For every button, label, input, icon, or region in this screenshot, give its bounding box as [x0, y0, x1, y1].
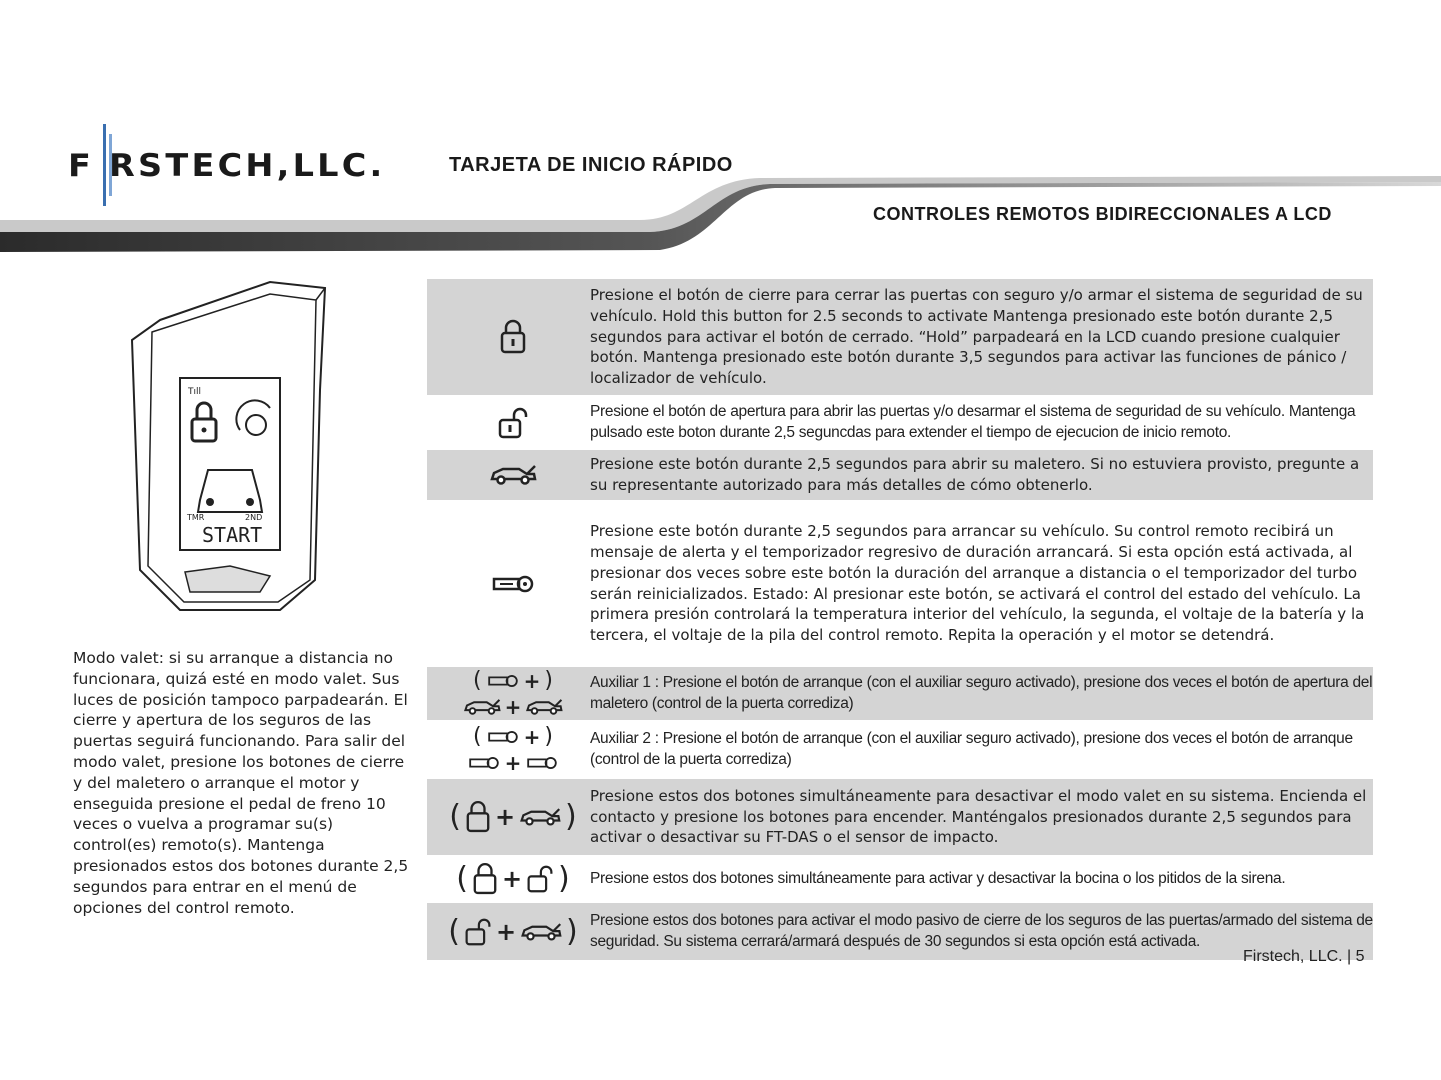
- section-subtitle: CONTROLES REMOTOS BIDIRECCIONALES A LCD: [873, 204, 1332, 224]
- trunk-icon: [519, 807, 561, 827]
- lock-trunk-combo-icon: ( + ): [449, 799, 577, 834]
- lock-unlock-combo-icon: ( + ): [456, 861, 570, 896]
- table-row-start: [427, 503, 1373, 667]
- row-text: Auxiliar 1 : Presione el botón de arranque (con el auxiliar seguro activado), presione dos veces el botón de apertura del maletero (control de la puerta corrediza): [590, 674, 1373, 712]
- table-row-trunk: [427, 450, 1373, 503]
- row-text: Presione este botón durante 2,5 segundos para arrancar su vehículo. Su control remoto recibirá un mensaje de alerta y el temporizador regresivo de duración arrancará. Si esta opción está activada, al presionar dos veces sobre este botón la duración del arranque a distancia o el temporizador del turbo serán reinicializados. Estado: Al presionar este botón, se activará el control del estado del vehículo. La primera presión controlará la temperatura interior del vehículo, la segunda, el voltaje de la batería y la tercera, el voltaje de la pila del control remoto. Repita la operación y el motor se detendrá.: [590, 522, 1365, 645]
- table-row-lock-unlock: [427, 858, 1373, 903]
- start-key-icon: [486, 673, 520, 689]
- page-footer: Firstech, LLC. | 5: [1243, 948, 1365, 965]
- quickstart-title: TARJETA DE INICIO RÁPIDO: [449, 154, 733, 176]
- lock-icon: [465, 800, 491, 834]
- table-row-aux1: ( + ) + Auxiliar 1 : Presione el botón de arranque (con el auxiliar seguro activado), presione dos veces el botón de apertura del maletero (control de la puerta corrediza): [427, 667, 1373, 723]
- row-text: Auxiliar 2 : Presione el botón de arranque (con el auxiliar seguro activado), presione dos veces el botón de arranque (control de la puerta corrediza): [590, 730, 1353, 768]
- unlock-trunk-combo-icon: ( + ): [448, 913, 578, 949]
- trunk-icon: [525, 698, 563, 716]
- row-text: Presione el botón de apertura para abrir las puertas y/o desarmar el sistema de seguridad de su vehículo. Mantenga pulsado este boton durante 2,5 seguncdas para extender el tiempo de ejecucion de inicio remoto.: [590, 403, 1356, 441]
- row-text: Presione estos dos botones simultáneamente para desactivar el modo valet en su sistema. Encienda el contacto y presione los botones para encender. Manténgalos presionados durante 2,5 segundos para activar o desactivar su FT-DAS o el sensor de impacto.: [590, 786, 1367, 847]
- lock-icon: [499, 319, 527, 355]
- lcd-start-text: START: [202, 523, 263, 547]
- row-text: Presione estos dos botones simultáneamente para activar y desactivar la bocina o los pitidos de la sirena.: [590, 869, 1286, 887]
- start-key-icon: [525, 755, 559, 771]
- table-row-unlock-trunk: [427, 903, 1373, 963]
- company-logo: F RSTECH,LLC.: [68, 148, 386, 184]
- remote-control-illustration: [120, 280, 345, 625]
- row-text: Presione estos dos botones para activar el modo pasivo de cierre de los seguros de las puertas/armado del sistema de seguridad. Su sistema cerrará/armará después de 30 segundos si esta opción está activada.: [590, 912, 1373, 950]
- unlock-icon: [526, 864, 554, 894]
- aux1-combo-icon: ( + ): [473, 667, 553, 693]
- table-row-aux2: ( + ) + Auxiliar 2 : Presione el botón de arranque (con el auxiliar seguro activado), presione dos veces el botón de arranque (control de la puerta corrediza): [427, 723, 1373, 779]
- row-text: Presione el botón de cierre para cerrar las puertas con seguro y/o armar el sistema de seguridad de su vehículo. Hold this button for 2.5 seconds to activate Mantenga presionado este botón durante 2,5 segundos para activar el botón de cerrado. “Hold” parpadeará en la LCD cuando presione cualquier botón. Mantenga presionado este botón durante 3,5 segundos para activar las funciones de pánico / localizador de vehículo.: [590, 286, 1363, 388]
- unlock-icon: [497, 407, 529, 439]
- start-key-icon: [467, 755, 501, 771]
- start-key-icon: [491, 573, 535, 595]
- table-row-unlock: [427, 398, 1373, 450]
- start-key-icon: [486, 729, 520, 745]
- trunk-icon: [489, 464, 537, 486]
- valet-mode-text: Modo valet: si su arranque a distancia no funcionara, quizá esté en modo valet. Sus luces de posición tampoco parpadearán. El cierre y apertura de los seguros de las puertas seguirá funcionando. Para salir del modo valet, presione los botones de cierre y del maletero o arranque el motor y enseguida presione el pedal de freno 10 veces o vuelva a programar su(s) control(es) remoto(s). Mantenga presionados estos dos botones durante 2,5 segundos para entrar en el menú de opciones del control remoto.: [73, 649, 409, 917]
- aux2-combo-icon: ( + ): [473, 723, 553, 749]
- lock-icon: [472, 862, 498, 896]
- row-text: Presione este botón durante 2,5 segundos para abrir su maletero. Si no estuviera provisto, pregunte a su representante autorizado para más detalles de cómo obtenerlo.: [590, 455, 1360, 494]
- lcd-2nd-label: 2ND: [245, 513, 263, 522]
- lcd-tmr-label: TMR: [187, 513, 205, 522]
- trunk-icon: [463, 698, 501, 716]
- button-function-table: [427, 279, 1373, 963]
- unlock-icon: [464, 917, 492, 947]
- table-row-lock-trunk: [427, 779, 1373, 858]
- svg-text:Tıll: Tıll: [188, 387, 201, 397]
- trunk-icon: [520, 922, 562, 942]
- table-row-lock: [427, 279, 1373, 398]
